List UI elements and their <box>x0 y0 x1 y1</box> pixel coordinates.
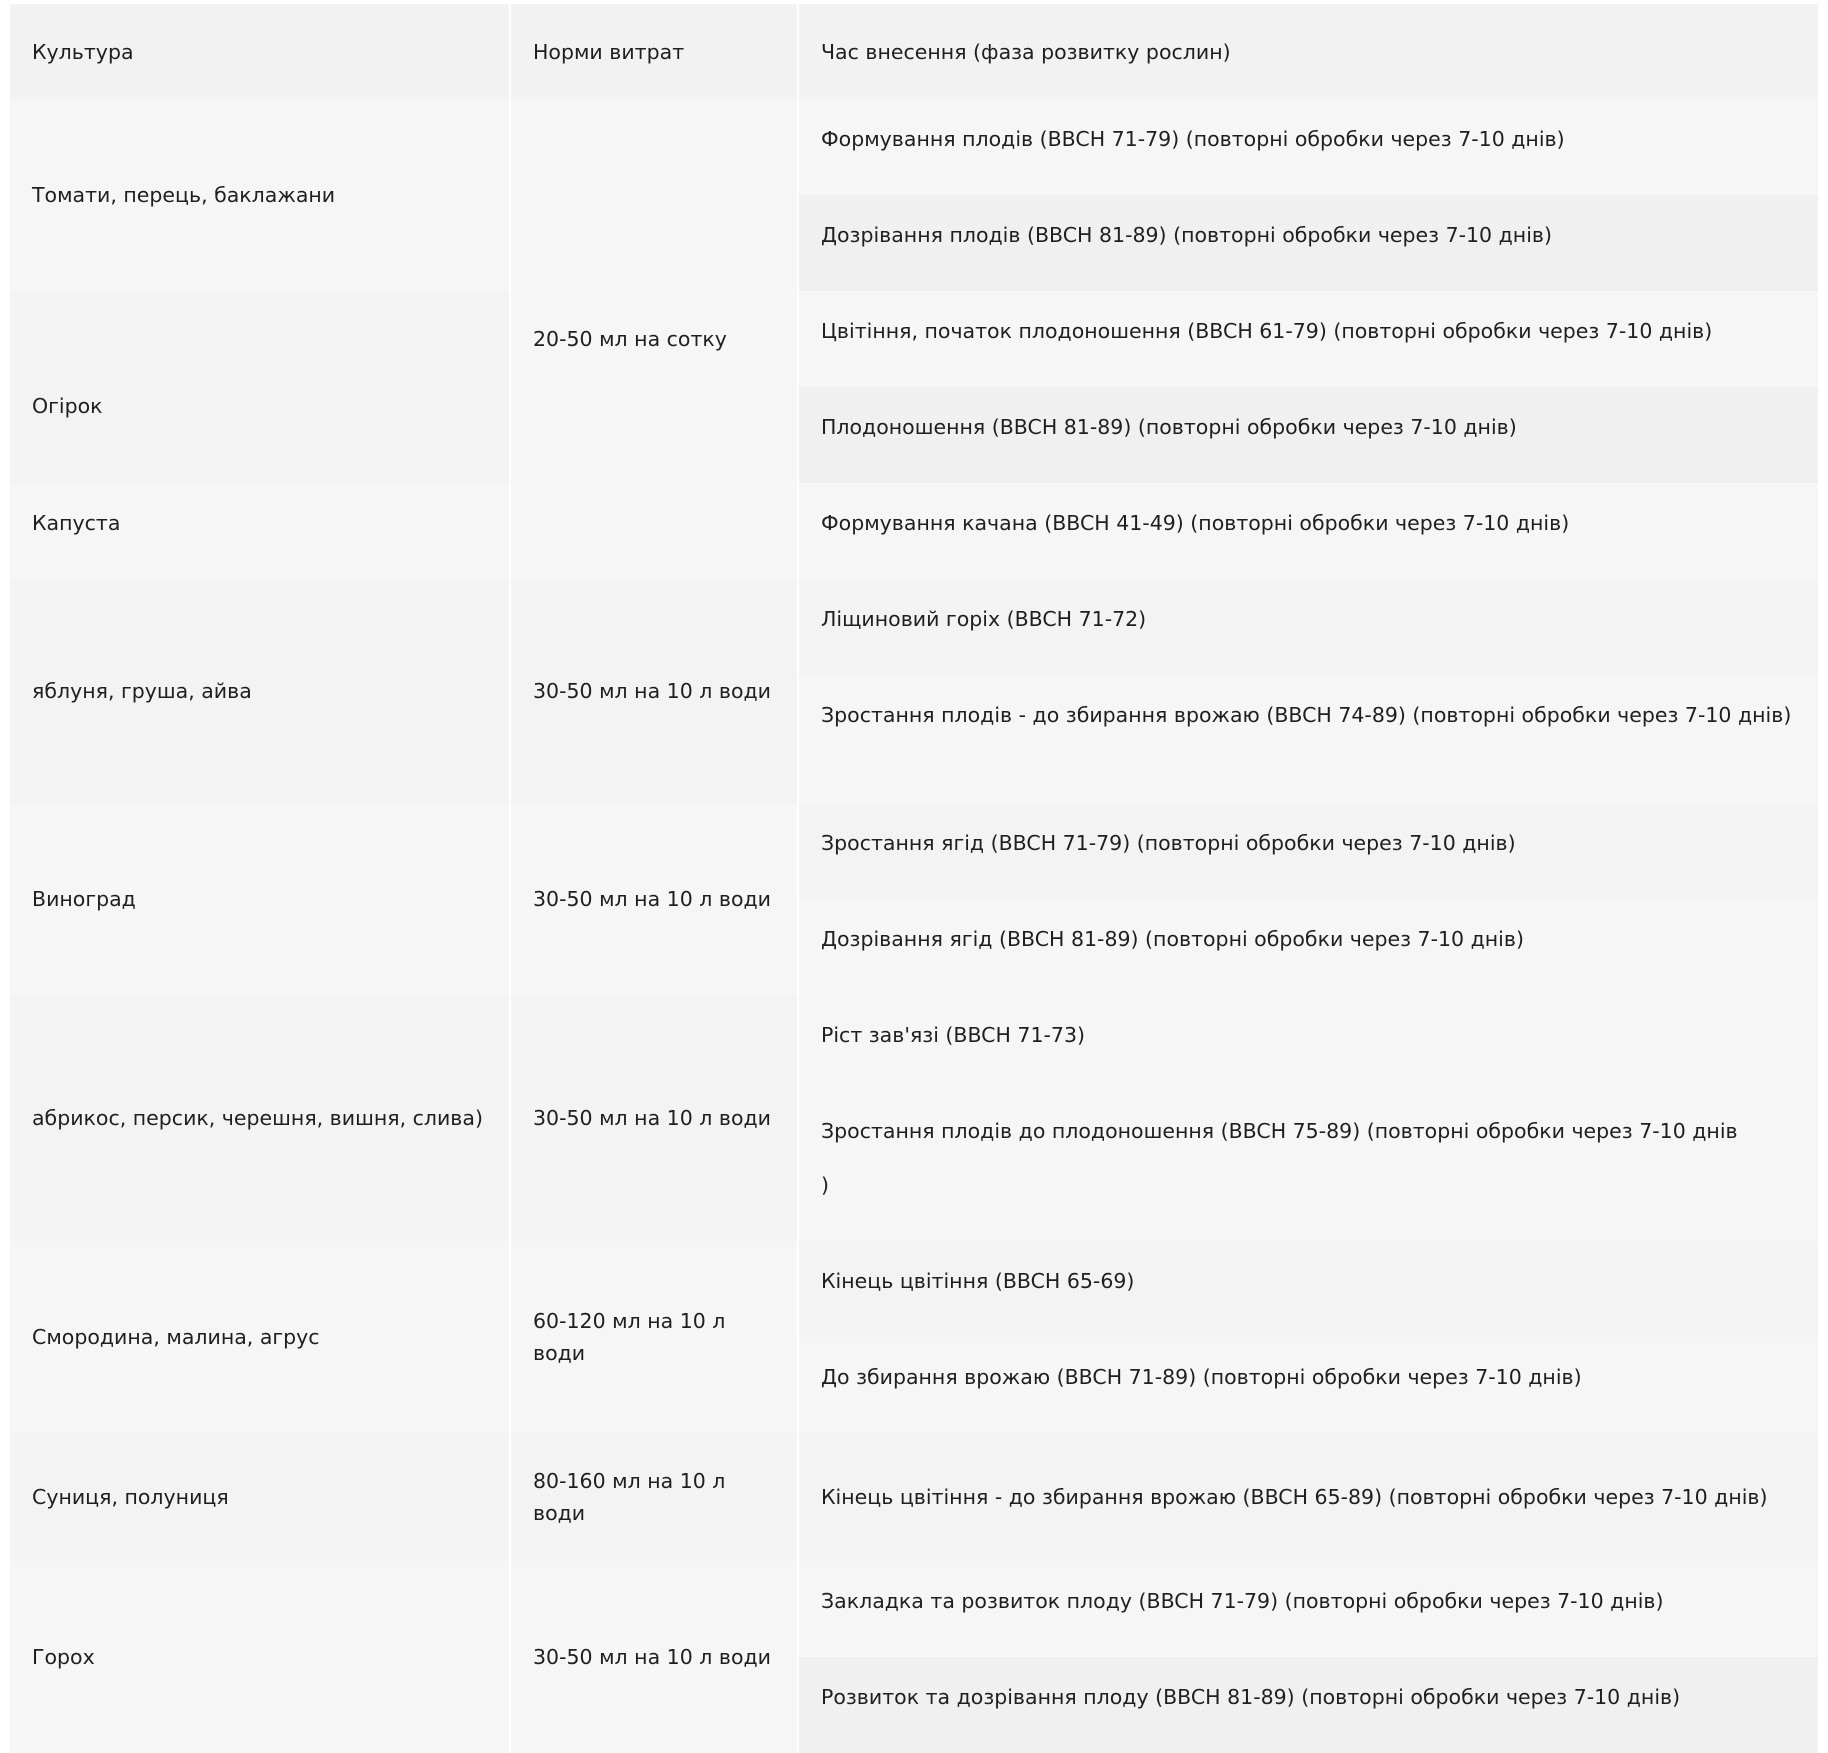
phase-cell: Закладка та розвиток плоду (BBCH 71-79) (повторні обробки через 7-10 днів) <box>798 1561 1818 1657</box>
phase-cell <box>798 1091 1818 1241</box>
phase-cell: Кінець цвітіння (BBCH 65-69) <box>798 1241 1818 1337</box>
table-row <box>10 1241 1818 1337</box>
table-row <box>10 1433 1818 1561</box>
phase-tail: ) <box>821 1173 829 1197</box>
phase-cell: Формування плодів (BBCH 71-79) (повторні обробки через 7-10 днів) <box>798 99 1818 195</box>
table-row <box>10 483 1818 579</box>
rate-cell: 30-50 мл на 10 л води <box>510 803 798 995</box>
crop-cell: Огірок <box>10 291 510 483</box>
application-rates-table <box>10 4 1818 1753</box>
rate-cell: 30-50 мл на 10 л води <box>510 1561 798 1753</box>
crop-cell: Томати, перець, баклажани <box>10 99 510 291</box>
rate-cell: 30-50 мл на 10 л води <box>510 579 798 803</box>
phase-cell: Дозрівання ягід (BBCH 81-89) (повторні обробки через 7-10 днів) <box>798 899 1818 995</box>
phase-cell: Розвиток та дозрівання плоду (BBCH 81-89) (повторні обробки через 7-10 днів) <box>798 1657 1818 1753</box>
phase-cell: Ріст зав'язі (BBCH 71-73) <box>798 995 1818 1091</box>
rate-cell: 30-50 мл на 10 л води <box>510 995 798 1241</box>
crop-cell: Виноград <box>10 803 510 995</box>
table-row <box>10 99 1818 195</box>
crop-cell: Смородина, малина, агрус <box>10 1241 510 1433</box>
table-row <box>10 995 1818 1091</box>
phase-cell: Цвітіння, початок плодоношення (BBCH 61-79) (повторні обробки через 7-10 днів) <box>798 291 1818 387</box>
crop-cell: Суниця, полуниця <box>10 1433 510 1561</box>
rate-cell: 60-120 мл на 10 л води <box>510 1241 798 1433</box>
crop-cell: яблуня, груша, айва <box>10 579 510 803</box>
table-header-row <box>10 4 1818 99</box>
header-rate: Норми витрат <box>510 4 798 99</box>
crop-cell: Горох <box>10 1561 510 1753</box>
rate-cell: 80-160 мл на 10 л води <box>510 1433 798 1561</box>
phase-text: Зростання плодів до плодоношення (BBCH 75-89) (повторні обробки через 7-10 днів <box>821 1119 1738 1143</box>
phase-cell: Зростання ягід (BBCH 71-79) (повторні обробки через 7-10 днів) <box>798 803 1818 899</box>
phase-cell: Плодоношення (BBCH 81-89) (повторні обробки через 7-10 днів) <box>798 387 1818 483</box>
header-timing: Час внесення (фаза розвитку рослин) <box>798 4 1818 99</box>
crop-cell: абрикос, персик, черешня, вишня, слива) <box>10 995 510 1241</box>
phase-cell: Формування качана (BBCH 41-49) (повторні обробки через 7-10 днів) <box>798 483 1818 579</box>
header-crop: Культура <box>10 4 510 99</box>
phase-cell: Ліщиновий горіх (BBCH 71-72) <box>798 579 1818 675</box>
phase-cell: Дозрівання плодів (BBCH 81-89) (повторні обробки через 7-10 днів) <box>798 195 1818 291</box>
table-row <box>10 291 1818 387</box>
phase-cell: Кінець цвітіння - до збирання врожаю (BBCH 65-89) (повторні обробки через 7-10 днів) <box>798 1433 1818 1561</box>
table-row <box>10 1561 1818 1657</box>
table-row <box>10 803 1818 899</box>
phase-cell: До збирання врожаю (BBCH 71-89) (повторні обробки через 7-10 днів) <box>798 1337 1818 1433</box>
table-row <box>10 579 1818 675</box>
rate-cell: 20-50 мл на сотку <box>510 99 798 579</box>
phase-cell: Зростання плодів - до збирання врожаю (BBCH 74-89) (повторні обробки через 7-10 днів) <box>798 675 1818 803</box>
crop-cell: Капуста <box>10 483 510 579</box>
